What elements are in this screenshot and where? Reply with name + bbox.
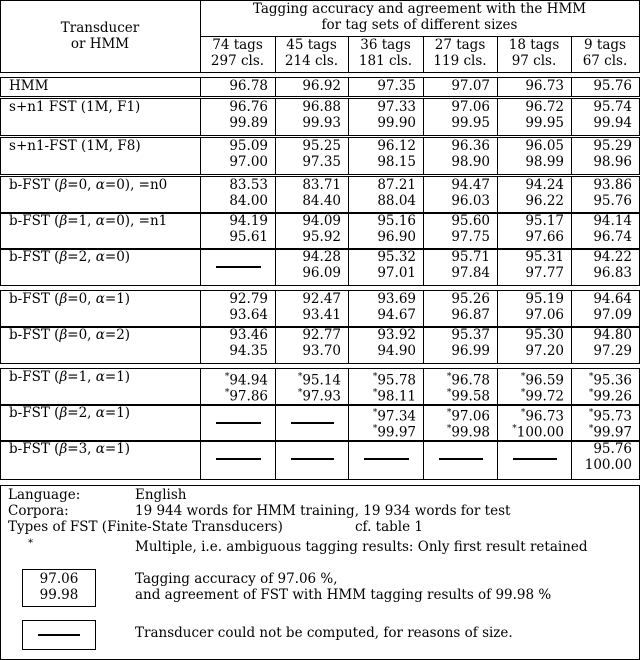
table-cell: 95.60 — [451, 213, 490, 229]
table-cell: 95.19 — [525, 291, 564, 307]
table-cell: *99.97 — [588, 424, 632, 441]
table-cell: 96.78 — [229, 78, 268, 94]
legend-star-symbol: * — [28, 538, 33, 549]
table-cell: 97.75 — [451, 229, 490, 245]
column-header-classes: 214 cls. — [284, 53, 339, 69]
column-header-classes: 67 cls. — [582, 53, 628, 69]
column-header-classes: 119 cls. — [433, 53, 487, 69]
table-cell: 95.37 — [451, 327, 490, 343]
table-cell: 99.94 — [593, 115, 632, 131]
row-header-label-1: Transducer — [60, 20, 140, 36]
table-cell: 94.22 — [593, 249, 632, 265]
table-cell: 99.89 — [229, 115, 268, 131]
table-cell: 95.92 — [302, 229, 341, 245]
table-cell: 97.00 — [229, 154, 268, 170]
table-cell: 97.29 — [593, 343, 632, 359]
row-column-divider — [275, 440, 276, 479]
row-label: b-FST (β=2, α=1) — [9, 405, 131, 421]
legend-corpora-value: 19 944 words for HMM training, 19 934 words for test — [135, 503, 511, 519]
table-cell: 96.03 — [451, 193, 490, 209]
table-title-line1: Tagging accuracy and agreement with the HMM — [252, 1, 587, 17]
table-cell: *95.73 — [588, 408, 632, 425]
table-cell: *95.14 — [297, 372, 341, 389]
table-cell: 96.74 — [593, 229, 632, 245]
legend-corpora-label: Corpora: — [8, 503, 69, 519]
table-cell: 96.22 — [525, 193, 564, 209]
row-label: b-FST (β=0, α=2) — [9, 327, 131, 343]
table-cell: 95.25 — [302, 138, 341, 154]
table-cell: 94.28 — [302, 249, 341, 265]
table-cell: 95.17 — [525, 213, 564, 229]
table-cell: 95.76 — [593, 78, 632, 94]
table-cell: 88.04 — [377, 193, 416, 209]
legend-dash-text: Transducer could not be computed, for reasons of size. — [135, 625, 513, 641]
row-header-label-2: or HMM — [70, 36, 130, 52]
table-cell: 83.71 — [302, 177, 341, 193]
row-label: b-FST (β=0, α=1) — [9, 291, 131, 307]
table-cell: 97.35 — [377, 78, 416, 94]
row-column-divider — [200, 248, 201, 285]
table-cell: 94.09 — [302, 213, 341, 229]
table-cell: 93.86 — [593, 177, 632, 193]
table-cell: 94.67 — [377, 307, 416, 323]
table-cell: *95.36 — [588, 372, 632, 389]
table-cell: 84.00 — [229, 193, 268, 209]
table-cell: 95.16 — [377, 213, 416, 229]
legend-example-line1: 97.06 — [39, 571, 79, 587]
table-cell: *99.58 — [446, 388, 490, 405]
table-cell: 99.93 — [302, 115, 341, 131]
table-cell: 97.35 — [302, 154, 341, 170]
table-cell: *99.72 — [520, 388, 564, 405]
table-cell: 94.24 — [525, 177, 564, 193]
column-header-tags: 36 tags — [360, 37, 411, 53]
row-label: s+n1 FST (1M, F1) — [9, 99, 141, 115]
header-title-underline — [200, 36, 639, 37]
table-cell: 93.46 — [229, 327, 268, 343]
legend-example-text-2: and agreement of FST with HMM tagging results of 99.98 % — [135, 587, 552, 603]
table-cell: 99.95 — [451, 115, 490, 131]
table-cell: 95.74 — [593, 99, 632, 115]
row-column-divider — [497, 440, 498, 479]
table-cell: 97.84 — [451, 265, 490, 281]
table-cell: 92.47 — [302, 291, 341, 307]
table-cell: 97.06 — [451, 99, 490, 115]
table-cell: 94.19 — [229, 213, 268, 229]
table-cell: 98.15 — [377, 154, 416, 170]
table-cell: *97.06 — [446, 408, 490, 425]
row-column-divider — [275, 404, 276, 441]
table-cell: 100.00 — [584, 457, 632, 473]
table-cell: 96.87 — [451, 307, 490, 323]
table-cell: 96.90 — [377, 229, 416, 245]
table-cell: *96.73 — [520, 408, 564, 425]
table-cell: *97.34 — [372, 408, 416, 425]
table-cell: 94.80 — [593, 327, 632, 343]
table-cell: 93.70 — [302, 343, 341, 359]
legend-example-line2: 99.98 — [39, 587, 79, 603]
legend-example-text-1: Tagging accuracy of 97.06 %, — [135, 571, 338, 587]
table-cell: 95.71 — [451, 249, 490, 265]
table-cell: *100.00 — [512, 424, 564, 441]
legend-star-text: Multiple, i.e. ambiguous tagging results: Only first result retained — [135, 539, 588, 555]
table-cell: *96.78 — [446, 372, 490, 389]
legend-language-label: Language: — [8, 487, 81, 503]
table-cell: *97.86 — [224, 388, 268, 405]
not-computed-dash — [291, 422, 334, 424]
row-label: b-FST (β=1, α=0), =n1 — [9, 213, 168, 229]
not-computed-dash — [216, 422, 261, 424]
table-cell: 95.61 — [229, 229, 268, 245]
table-cell: 93.41 — [302, 307, 341, 323]
table-cell: 95.30 — [525, 327, 564, 343]
row-label: b-FST (β=2, α=0) — [9, 249, 131, 265]
table-cell: 99.95 — [525, 115, 564, 131]
table-cell: 97.06 — [525, 307, 564, 323]
table-cell: 97.07 — [451, 78, 490, 94]
table-cell: 97.33 — [377, 99, 416, 115]
table-cell: 98.96 — [593, 154, 632, 170]
table-cell: 92.79 — [229, 291, 268, 307]
table-cell: 99.90 — [377, 115, 416, 131]
table-cell: 97.77 — [525, 265, 564, 281]
legend-dash-mark — [38, 634, 80, 636]
row-label: b-FST (β=1, α=1) — [9, 369, 131, 385]
table-cell: 95.76 — [593, 193, 632, 209]
table-cell: 96.92 — [302, 78, 341, 94]
table-cell: 94.47 — [451, 177, 490, 193]
not-computed-dash — [513, 458, 557, 460]
table-cell: 94.14 — [593, 213, 632, 229]
column-header-tags: 18 tags — [508, 37, 560, 53]
table-cell: *99.98 — [446, 424, 490, 441]
table-cell: 93.92 — [377, 327, 416, 343]
table-cell: 84.40 — [302, 193, 341, 209]
row-column-divider — [348, 440, 349, 479]
table-cell: *98.11 — [372, 388, 416, 405]
table-cell: 95.09 — [229, 138, 268, 154]
table-cell: 93.69 — [377, 291, 416, 307]
table-cell: 93.64 — [229, 307, 268, 323]
table-cell: 97.20 — [525, 343, 564, 359]
table-cell: 95.31 — [525, 249, 564, 265]
table-cell: *95.78 — [372, 372, 416, 389]
row-label: HMM — [9, 78, 49, 94]
table-cell: 96.12 — [377, 138, 416, 154]
row-label: b-FST (β=3, α=1) — [9, 441, 131, 457]
table-cell: 96.05 — [525, 138, 564, 154]
table-cell: 96.72 — [525, 99, 564, 115]
table-cell: 87.21 — [377, 177, 416, 193]
column-header-tags: 9 tags — [584, 37, 626, 53]
column-header-tags: 27 tags — [434, 37, 486, 53]
not-computed-dash — [216, 266, 261, 268]
not-computed-dash — [364, 458, 409, 460]
table-cell: *94.94 — [224, 372, 268, 389]
table-cell: 95.29 — [593, 138, 632, 154]
table-cell: 94.90 — [377, 343, 416, 359]
table-title-line2: for tag sets of different sizes — [321, 17, 518, 33]
not-computed-dash — [291, 458, 334, 460]
row-column-divider — [200, 440, 201, 479]
table-cell: 95.76 — [593, 441, 632, 457]
table-cell: 98.90 — [451, 154, 490, 170]
column-header-tags: 74 tags — [212, 37, 263, 53]
table-cell: 96.99 — [451, 343, 490, 359]
column-header-classes: 97 cls. — [511, 53, 557, 69]
row-column-divider — [200, 404, 201, 441]
not-computed-dash — [216, 458, 261, 460]
table-cell: 94.64 — [593, 291, 632, 307]
row-column-divider — [423, 440, 424, 479]
table-cell: 98.99 — [525, 154, 564, 170]
legend-types-ref: cf. table 1 — [355, 519, 423, 535]
table-cell: 97.09 — [593, 307, 632, 323]
table-cell: 97.01 — [377, 265, 416, 281]
table-cell: 83.53 — [229, 177, 268, 193]
legend-language-value: English — [135, 487, 187, 503]
column-header-classes: 181 cls. — [358, 53, 413, 69]
table-cell: 96.09 — [302, 265, 341, 281]
table-cell: 92.77 — [302, 327, 341, 343]
table-cell: 95.26 — [451, 291, 490, 307]
table-cell: 96.36 — [451, 138, 490, 154]
table-cell: 95.32 — [377, 249, 416, 265]
table-cell: 97.66 — [525, 229, 564, 245]
table-cell: 96.83 — [593, 265, 632, 281]
not-computed-dash — [439, 458, 483, 460]
column-header-classes: 297 cls. — [210, 53, 265, 69]
table-cell: *99.97 — [372, 424, 416, 441]
legend-types-label: Types of FST (Finite-State Transducers) — [8, 519, 283, 535]
column-header-tags: 45 tags — [286, 37, 337, 53]
table-cell: 96.73 — [525, 78, 564, 94]
row-label: b-FST (β=0, α=0), =n0 — [9, 177, 168, 193]
table-cell: *99.26 — [588, 388, 632, 405]
table-cell: *96.59 — [520, 372, 564, 389]
table-cell: 96.88 — [302, 99, 341, 115]
row-label: s+n1-FST (1M, F8) — [9, 138, 141, 154]
table-cell: 94.35 — [229, 343, 268, 359]
table-cell: 96.76 — [229, 99, 268, 115]
table-cell: *97.93 — [297, 388, 341, 405]
